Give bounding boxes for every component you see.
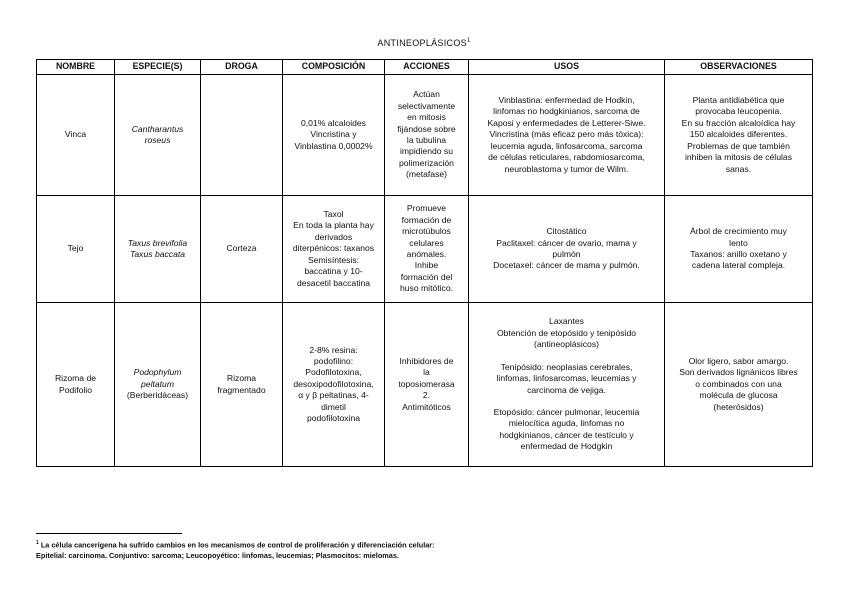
cell-line: (metafase) [405,169,448,180]
cell-line: dimetil [321,401,346,412]
cell-line: de células reticulares, rabdomiosarcoma, [488,152,645,163]
cell-line: linfomas, linfosarcomas, leucemias y [496,373,637,384]
cell-line: Son derivados lignánicos libres [679,367,798,378]
page-title: ANTINEOPLÁSICOS$^1$ [377,38,471,48]
cell-line: celulares [409,237,444,248]
antineoplastic-table [36,59,813,467]
cell-line: Podifolio [59,384,92,395]
cell-line: En toda la planta hay [293,220,374,231]
cell-line: Taxanos: anillo oxetano y [690,249,787,259]
cell-line: Árbol de crecimiento muy [690,226,787,237]
cell-line: molécula de glucosa [699,390,778,401]
cell-line: Actúan [413,89,440,100]
cell-line [471,351,662,362]
cell-especie: Taxus brevifolia Taxus baccata [115,196,201,303]
cell-line: selectivamente [397,100,456,111]
cell-nombre [37,303,115,467]
cell-line: Tenipósido: neoplasias cerebrales, [500,361,633,372]
footnote-mark: 1 [466,38,471,44]
cell-line: o combinados con una [695,378,782,389]
cell-composicion [283,75,385,196]
cell-line: Rizoma de [54,373,97,384]
cell-line: microtúbulos [402,226,451,237]
cell-line: lento [729,237,748,248]
cell-line: Citostático [546,226,587,237]
cell-line: carcinoma de vejiga. [527,384,606,395]
cell-acciones [385,75,469,196]
cell-line: derivados [314,231,353,242]
cell-line: En su fracción alcaloídica hay [681,117,796,128]
footnote-line-1: $^1$ La célula cancerígena ha sufrido cambios en los mecanismos de control de proliferación y diferenciación celular: [36,540,435,550]
cell-line: la [423,367,430,378]
footnote-divider [36,533,182,534]
cell-line: Inhibidores de [399,355,454,366]
cell-line: Kaposi y enfermedades de Letterer-Siwe. [487,117,646,128]
footnote-line-2: Epitelial: carcinoma. Conjuntivo: sarcoma; Leucopoyético: linfomas, leucemias; Plasmocitos: mielomas. [36,551,399,560]
cell-line: Docetaxel: cáncer de mama y pulmón. [493,260,640,271]
cell-line: Laxantes [549,316,584,327]
cell-line: Obtención de etopósido y tenipósido [496,327,637,338]
cell-especie: Cantharantus roseus [115,75,201,196]
cell-composicion [283,303,385,467]
cell-line: fijándose sobre [397,123,456,134]
cell-line: anómales. [406,249,447,259]
cell-line: hodgkinianos, cáncer de testículo y [499,429,634,440]
cell-line: desoxipodofilotoxina, [293,378,374,389]
cell-line: baccatina y 10- [304,266,363,277]
cell-composicion [283,196,385,303]
cell-line: (antineoplásicos) [534,339,599,350]
cell-line: podofilotoxina [306,413,361,424]
cell-line: neuroblastoma y tumor de Wilm. [504,163,629,174]
cell-droga [201,75,283,196]
cell-line: 0,01% alcaloides [301,117,366,128]
cell-usos [469,75,665,196]
cell-nombre: Vinca [37,75,115,196]
cell-line: toposiomerasa [398,378,455,389]
cell-line: Semisíntesis: [307,254,360,265]
cell-line: α y β peltatinas, 4- [298,390,369,401]
table-row [37,196,813,303]
cell-line: Vincristina (más eficaz pero más tóxica): [489,129,644,140]
cell-line: inhiben la mitosis de células [684,152,792,163]
cell-line: Etopósido: cáncer pulmonar, leucemia [493,406,640,417]
cell-acciones [385,303,469,467]
cell-observaciones [665,75,813,196]
header-observaciones: OBSERVACIONES [665,60,813,75]
header-usos: USOS [469,60,665,75]
header-acciones: ACCIONES [385,60,469,75]
cell-nombre: Tejo [37,196,115,303]
cell-line: podofilino: [313,355,354,366]
cell-line: desacetil baccatina [296,277,371,288]
cell-line: 2-8% resina: [309,344,358,355]
cell-acciones [385,196,469,303]
cell-line: Paclitaxel: cáncer de ovario, mama y [496,237,637,248]
cell-line: diterpénicos: taxanos [292,243,375,254]
header-row [37,60,813,75]
cell-line: Olor ligero, sabor amargo. [688,355,789,366]
table-row [37,303,813,467]
cell-line: polimerización [399,157,454,168]
cell-line: Inhibe [414,260,439,271]
cell-line: Promueve [406,203,447,214]
cell-line: impidiendo su [399,146,454,157]
cell-line: enfermedad de Hodgkin [520,441,613,452]
cell-droga: Corteza [201,196,283,303]
cell-line: la tubulina [406,135,447,145]
cell-line: 150 alcaloides diferentes. [689,129,788,140]
cell-line: mielocítica aguda, linfomas no [508,418,625,429]
cell-line: fragmentado [217,384,266,395]
cell-line: pulmón [552,249,581,259]
cell-line: en mitosis [407,112,446,123]
cell-droga [201,303,283,467]
cell-line: Planta antidiabética que [692,95,785,106]
cell-line: Taxol [323,209,344,220]
cell-observaciones [665,196,813,303]
cell-line: Podofilotoxina, [305,367,362,378]
cell-line: Rizoma [226,373,257,384]
cell-line [471,396,662,407]
cell-especie: Podophylum peltatum (Berberidáceas) [115,303,201,467]
cell-line: cadena lateral compleja. [691,260,786,271]
cell-line: sanas. [725,163,752,174]
cell-line: provocaba leucopenia. [695,106,782,117]
cell-line: (heterósidos) [713,401,764,412]
cell-line: huso mitótico. [399,283,454,294]
header-composicion: COMPOSICIÓN [283,60,385,75]
cell-line: 2. [422,390,431,401]
cell-line: formación de [401,214,452,225]
cell-line: Vinblastina 0,0002% [294,140,373,151]
cell-usos [469,196,665,303]
cell-line: Vinblastina: enfermedad de Hodkin, [498,95,635,106]
cell-line: Antimitóticos [402,401,451,412]
cell-line: leucemia aguda, linfosarcoma, sarcoma [490,140,643,151]
cell-observaciones [665,303,813,467]
header-nombre: NOMBRE [37,60,115,75]
cell-usos [469,303,665,467]
cell-line: formación del [400,271,453,282]
cell-line: Problemas de que también [687,140,790,151]
header-droga: DROGA [201,60,283,75]
cell-line: Vincristina y [310,129,357,140]
header-especie: ESPECIE(S) [115,60,201,75]
cell-line: linfomas no hodgkinianos, sarcoma de [493,106,640,117]
table-row [37,75,813,196]
